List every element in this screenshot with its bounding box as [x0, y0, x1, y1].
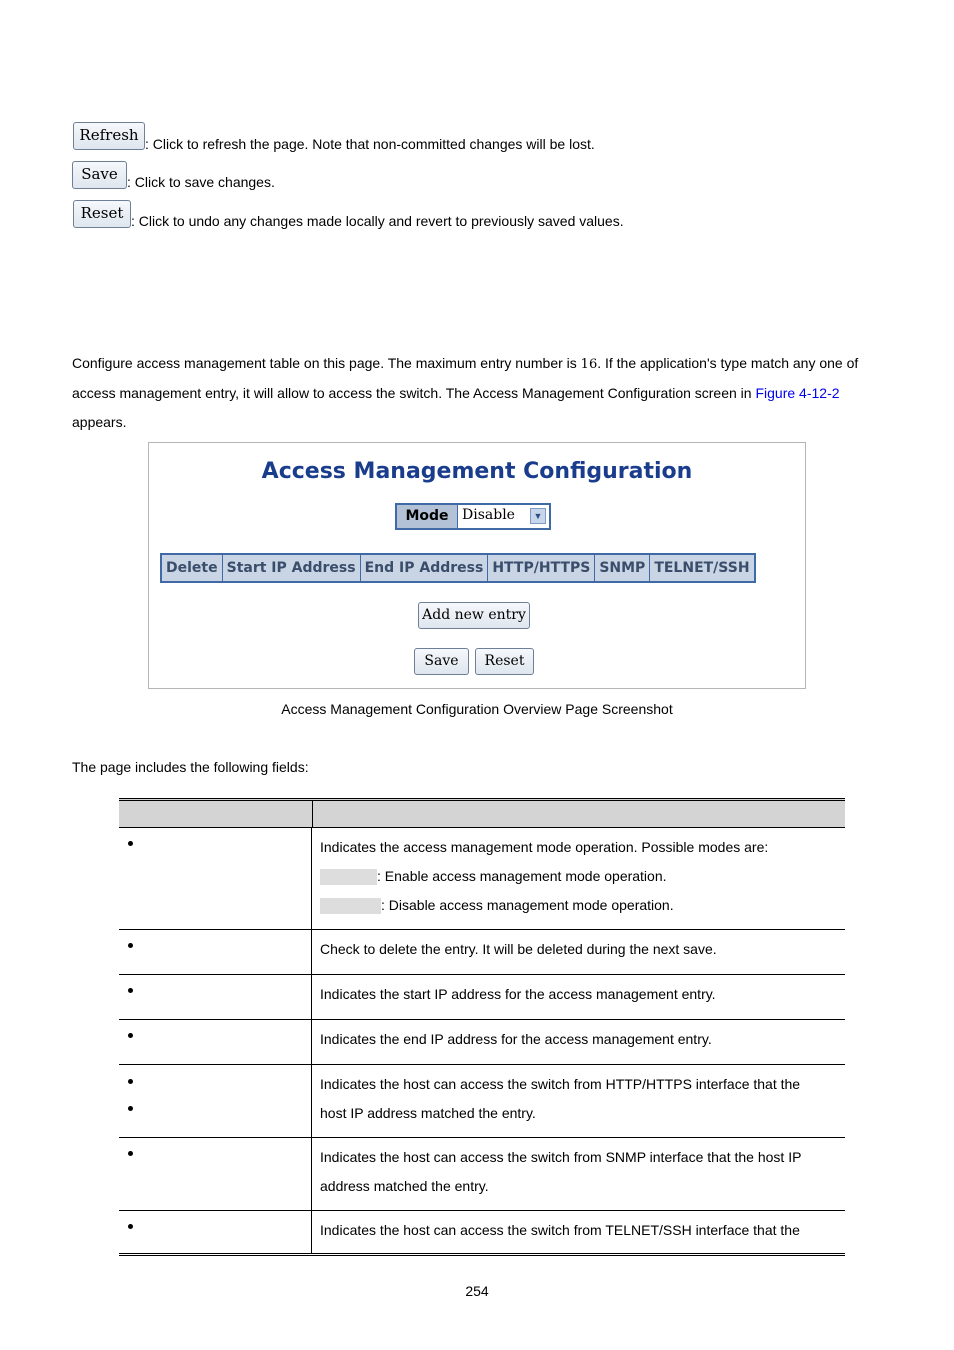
intro-text-2: . If the application's type match any one of access management entry, it will allow to access the switch. The Access Management Configuration screen in — [72, 355, 859, 401]
col-delete: Delete — [162, 555, 223, 581]
page-number: 254 — [465, 1283, 489, 1299]
col-telnet-ssh: TELNET/SSH — [654, 560, 750, 576]
mode-control — [395, 503, 551, 530]
refresh-description: : Click to refresh the page. Note that non-committed changes will be lost. — [145, 136, 595, 152]
bullet-icon — [128, 1151, 133, 1156]
intro-paragraph — [72, 349, 892, 437]
object-cell — [119, 975, 312, 1019]
object-cell — [119, 1138, 312, 1210]
intro-text-1: Configure access management table on this page. The maximum entry number is — [72, 355, 581, 371]
mode-value: Disable — [462, 507, 515, 523]
bullet-icon — [128, 841, 133, 846]
bullet-icon — [128, 988, 133, 993]
fields-table — [119, 798, 845, 1256]
description-cell — [312, 828, 845, 929]
reset-description: : Click to undo any changes made locally and revert to previously saved values. — [131, 213, 624, 229]
object-cell — [119, 828, 312, 929]
bullet-icon — [128, 1033, 133, 1038]
description-line: Indicates the host can access the switch from SNMP interface that the host IP — [320, 1149, 802, 1165]
col-end-ip: End IP Address — [361, 555, 489, 581]
description-line: Indicates the access management mode operation. Possible modes are: — [320, 839, 769, 855]
save-description: : Click to save changes. — [127, 174, 275, 190]
chevron-down-icon[interactable]: ▼ — [530, 508, 546, 524]
table-header — [119, 798, 845, 828]
description-line — [320, 862, 837, 891]
mode-label: Mode — [397, 505, 458, 528]
object-cell — [119, 1020, 312, 1064]
header-object — [119, 801, 313, 827]
description-line: Indicates the host can access the switch from TELNET/SSH interface that the — [320, 1222, 800, 1238]
panel-title: Access Management Configuration — [261, 459, 693, 484]
description-line: Indicates the end IP address for the access management entry. — [320, 1031, 712, 1047]
reset-button-sample[interactable]: Reset — [73, 200, 131, 228]
description-cell — [312, 1138, 845, 1210]
table-row — [119, 1211, 845, 1256]
table-row — [119, 930, 845, 975]
fields-intro: The page includes the following fields: — [72, 759, 309, 775]
figure-caption: Access Management Configuration Overview Page Screenshot — [281, 701, 673, 717]
max-entries: 16 — [580, 357, 598, 372]
col-snmp: SNMP — [595, 555, 650, 581]
bullet-icon — [128, 1079, 133, 1084]
table-row — [119, 975, 845, 1020]
screenshot-panel — [148, 442, 806, 689]
access-table-header — [160, 553, 756, 583]
bullet-icon — [128, 1224, 133, 1229]
description-text: : Enable access management mode operation. — [377, 868, 667, 884]
description-line: address matched the entry. — [320, 1178, 489, 1194]
table-row — [119, 1020, 845, 1065]
description-line: Check to delete the entry. It will be deleted during the next save. — [320, 941, 717, 957]
save-button[interactable]: Save — [414, 648, 469, 675]
description-line: host IP address matched the entry. — [320, 1105, 536, 1121]
redacted-term — [320, 869, 377, 885]
col-start-ip: Start IP Address — [223, 555, 361, 581]
figure-link[interactable]: Figure 4-12-2 — [755, 385, 840, 401]
reset-button[interactable]: Reset — [475, 648, 534, 675]
description-cell — [312, 975, 845, 1019]
refresh-button-sample[interactable]: Refresh — [73, 122, 145, 150]
object-cell — [119, 1065, 312, 1137]
description-line: Indicates the host can access the switch from HTTP/HTTPS interface that the — [320, 1076, 801, 1092]
col-http-https: HTTP/HTTPS — [488, 555, 595, 581]
redacted-term — [320, 898, 381, 914]
description-cell — [312, 1211, 845, 1253]
object-cell — [119, 1211, 312, 1253]
description-line: Indicates the start IP address for the access management entry. — [320, 986, 716, 1002]
description-cell — [312, 1065, 845, 1137]
add-new-entry-button[interactable]: Add new entry — [418, 602, 530, 629]
object-cell — [119, 930, 312, 974]
intro-text-3: appears. — [72, 414, 127, 430]
description-text: : Disable access management mode operation. — [381, 897, 674, 913]
table-row — [119, 828, 845, 930]
bullet-icon — [128, 1106, 133, 1111]
description-cell — [312, 930, 845, 974]
description-line — [320, 891, 837, 920]
description-cell — [312, 1020, 845, 1064]
table-row — [119, 1065, 845, 1138]
table-row — [119, 1138, 845, 1211]
bullet-icon — [128, 943, 133, 948]
mode-select[interactable] — [458, 505, 549, 528]
save-button-sample[interactable]: Save — [72, 161, 127, 189]
